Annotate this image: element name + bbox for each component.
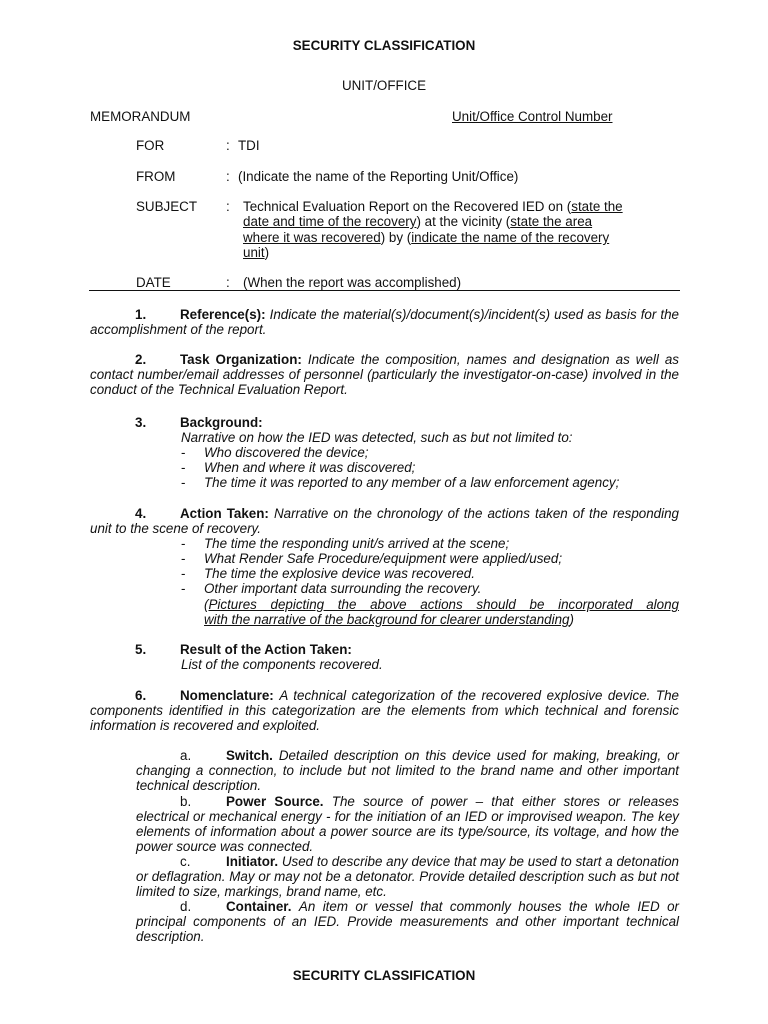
from-value: (Indicate the name of the Reporting Unit/Office): [238, 169, 519, 184]
background-list: [181, 445, 681, 490]
unit-office-heading: UNIT/OFFICE: [341, 78, 427, 93]
subject-colon: :: [226, 199, 230, 214]
section-number: 1.: [135, 307, 147, 322]
section-number: 2.: [135, 352, 147, 367]
section-heading: Task Organization:: [180, 352, 302, 367]
control-number: Unit/Office Control Number: [452, 109, 613, 124]
background-intro: Narrative on how the IED was detected, such as but not limited to:: [181, 430, 573, 445]
subject-line-4: unit): [243, 245, 270, 260]
list-item: - Who discovered the device;: [181, 445, 369, 460]
section-text: Narrative on the chronology of the actions taken of the responding unit to the scene of recovery.: [90, 506, 679, 536]
section-text: Indicate the composition, names and designation as well as contact number/email addresses of personnel (particularly the investigator-on-case) involved in the conduct of the Technical Evaluation Report.: [90, 352, 679, 397]
nomenclature-power-source: b. Power Source. The source of power – that either stores or releases electrical or mechanical energy - for the initiation of an IED or improvised weapon. The key elements of information about a power source are its type/source, its voltage, and how the power source was connected.: [136, 794, 679, 854]
list-item: - The time the explosive device was recovered.: [181, 566, 475, 581]
section-references: [90, 307, 679, 337]
section-task-organization: [90, 352, 679, 397]
nomenclature-switch: a. Switch. Detailed description on this device used for making, breaking, or changing a connection, to include but not limited to the brand name and other important technical description.: [136, 748, 679, 793]
list-item: - The time the responding unit/s arrived at the scene;: [181, 536, 510, 551]
section-text: Indicate the material(s)/document(s)/incident(s) used as basis for the accomplishment of the report.: [90, 307, 679, 337]
for-label: FOR: [136, 138, 165, 153]
memorandum-label: MEMORANDUM: [90, 109, 191, 124]
section-text: A technical categorization of the recovered explosive device. The components identified in this categorization are the elements from which technical and forensic information is recovered and exploited.: [90, 688, 679, 733]
action-note-line-2: with the narrative of the background for clearer understanding): [204, 612, 574, 627]
section-number: 6.: [135, 688, 147, 703]
section-heading: Nomenclature:: [180, 688, 274, 703]
section-action-taken: [90, 506, 679, 536]
nomenclature-initiator: c. Initiator. Used to describe any device that may be used to start a detonation or deflagration. May or may not be a detonator. Provide detailed description such as but not limited to size, markings, brand name, etc.: [136, 854, 679, 899]
header-divider: [89, 290, 680, 291]
list-item: - What Render Safe Procedure/equipment were applied/used;: [181, 551, 563, 566]
for-value: TDI: [238, 138, 260, 153]
header-classification: SECURITY CLASSIFICATION: [292, 38, 476, 53]
for-colon: :: [226, 138, 230, 153]
from-label: FROM: [136, 169, 176, 184]
from-colon: :: [226, 169, 230, 184]
subject-label: SUBJECT: [136, 199, 198, 214]
section-nomenclature: [90, 688, 679, 733]
subject-line-1: Technical Evaluation Report on the Recovered IED on (state the: [243, 199, 623, 214]
section-heading: Background:: [180, 415, 263, 430]
nomenclature-container: d. Container. An item or vessel that commonly houses the whole IED or principal components of an IED. Provide measurements and other important technical description.: [136, 899, 679, 944]
section-heading: Result of the Action Taken:: [180, 642, 352, 657]
section-result: [90, 642, 679, 657]
subject-line-2: date and time of the recovery) at the vicinity (state the area: [243, 214, 593, 229]
list-item: - Other important data surrounding the recovery.: [181, 581, 482, 596]
section-number: 5.: [135, 642, 147, 657]
section-number: 4.: [135, 506, 147, 521]
date-value: (When the report was accomplished): [243, 275, 462, 290]
date-label: DATE: [136, 275, 171, 290]
section-number: 3.: [135, 415, 147, 430]
subject-line-3: where it was recovered) by (indicate the name of the recovery: [243, 230, 610, 245]
footer-classification: SECURITY CLASSIFICATION: [292, 968, 476, 983]
date-colon: :: [226, 275, 230, 290]
section-heading: Reference(s):: [180, 307, 266, 322]
section-heading: Action Taken:: [180, 506, 269, 521]
list-item: - When and where it was discovered;: [181, 460, 416, 475]
action-list: [181, 536, 681, 596]
section-background: [90, 415, 679, 430]
list-item: - The time it was reported to any member of a law enforcement agency;: [181, 475, 620, 490]
action-note-line-1: (Pictures depicting the above actions should be incorporated along: [204, 597, 679, 612]
result-text: List of the components recovered.: [181, 657, 383, 672]
